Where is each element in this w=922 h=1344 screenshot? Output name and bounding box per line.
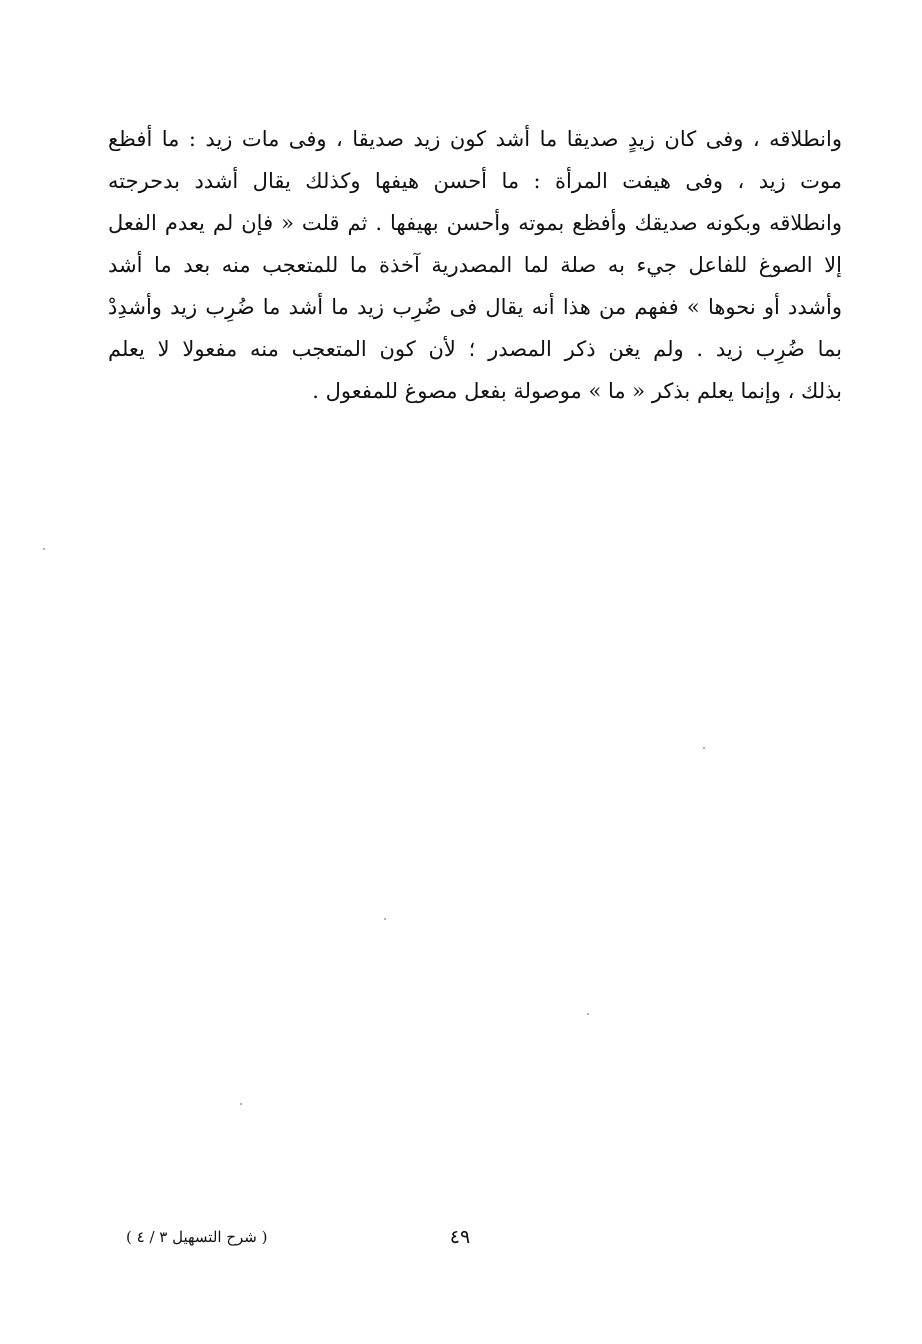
text-line-6: بما ضُرِب زيد . ولم يغن ذكر المصدر ؛ لأن كون المتعجب منه مفعولا لا يعلم (108, 337, 842, 361)
text-line-4: إلا الصوغ للفاعل جيء به صلة لما المصدرية آخذة ما للمتعجب منه بعد ما أشد (108, 253, 842, 277)
scan-speck (43, 548, 45, 550)
scan-speck (384, 918, 386, 920)
scan-speck (703, 747, 705, 749)
text-line-2: موت زيد ، وفى هيفت المرأة : ما أحسن هيفها وكذلك يقال أشدد بدحرجته (108, 169, 842, 193)
text-line-5: وأشدد أو نحوها » ففهم من هذا أنه يقال فى ضُرِب زيد ما أشد ما ضُرِب زيد وأشدِدْ (108, 295, 842, 319)
body-text (108, 118, 842, 412)
scan-speck (587, 1013, 589, 1015)
scan-speck (240, 1103, 242, 1105)
text-line-3: وانطلاقه وبكونه صديقك وأفظع بموته وأحسن بهيفها . ثم قلت « فإن لم يعدم الفعل (108, 211, 842, 235)
text-line-1: وانطلاقه ، وفى كان زيدٍ صديقا ما أشد كون زيد صديقا ، وفى مات زيد : ما أفظع (108, 127, 842, 151)
footer-note: ( شرح التسهيل ٣ / ٤ ) (126, 1228, 268, 1246)
text-line-7: بذلك ، وإنما يعلم بذكر « ما » موصولة بفعل مصوغ للمفعول . (312, 379, 842, 403)
page-number: ٤٩ (449, 1226, 471, 1248)
